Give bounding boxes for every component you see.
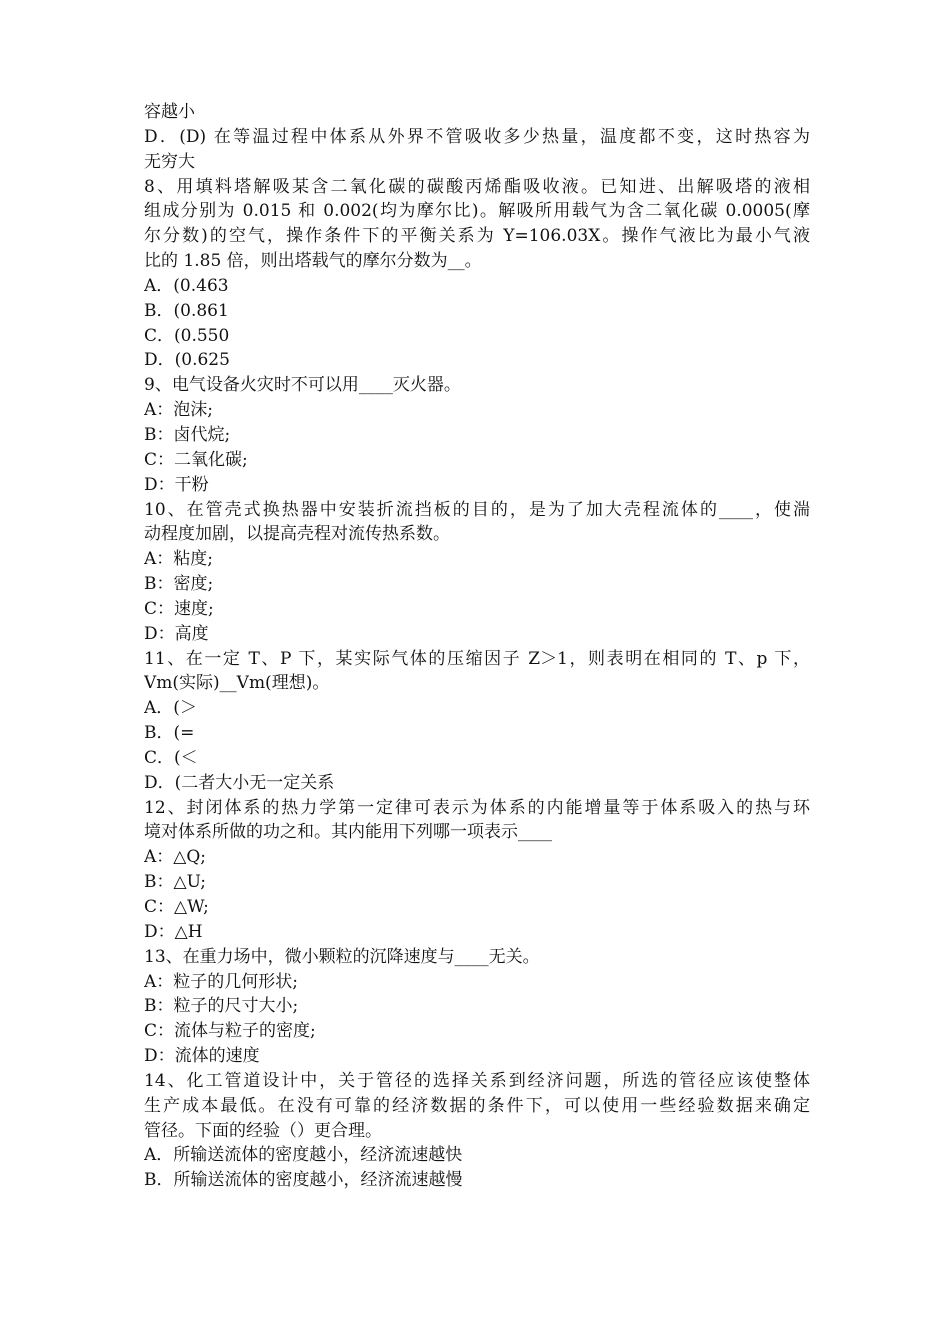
text-line: C：流体与粒子的密度; xyxy=(144,1021,316,1042)
text-line: C．(＜ xyxy=(144,747,198,768)
text-line: D．(0.625 xyxy=(144,350,230,371)
text-line: B：粒子的尺寸大小; xyxy=(144,996,299,1017)
document-body xyxy=(144,100,810,1193)
text-line: A：△Q; xyxy=(144,847,207,868)
text-line: C：△W; xyxy=(144,897,209,917)
text-line: 13、在重力场中，微小颗粒的沉降速度与____无关。 xyxy=(144,946,540,967)
text-line: C．(0.550 xyxy=(144,325,230,346)
text-line: A．所输送流体的密度越小，经济流速越快 xyxy=(144,1145,463,1166)
text-line: D．(二者大小无一定关系 xyxy=(144,772,335,793)
text-line: Vm(实际)__Vm(理想)。 xyxy=(144,673,330,694)
text-line: 9、电气设备火灾时不可以用____灭火器。 xyxy=(144,375,461,396)
text-line: B．(0.861 xyxy=(144,300,229,321)
text-line: D：流体的速度 xyxy=(144,1046,260,1067)
text-line: B．(= xyxy=(144,723,195,744)
text-line: 14、化工管道设计中，关于管径的选择关系到经济问题，所选的管径应该使整体 xyxy=(144,1070,810,1091)
text-line: 无穷大 xyxy=(144,151,195,172)
text-line: D：△H xyxy=(144,921,203,942)
text-line: B：卤代烷; xyxy=(144,424,231,445)
text-line: 10、在管壳式换热器中安装折流挡板的目的，是为了加大壳程流体的____，使湍 xyxy=(144,499,810,520)
text-line: 管径。下面的经验（）更合理。 xyxy=(144,1120,382,1141)
text-line: A：粘度; xyxy=(144,549,214,570)
text-line: 组成分别为 0.015 和 0.002(均为摩尔比)。解吸所用载气为含二氧化碳 0.0005(摩 xyxy=(144,201,810,222)
text-line: 动程度加剧，以提高壳程对流传热系数。 xyxy=(144,524,450,545)
text-line: 8、用填料塔解吸某含二氧化碳的碳酸丙烯酯吸收液。已知进、出解吸塔的液相 xyxy=(144,176,810,197)
text-line: 境对体系所做的功之和。其内能用下列哪一项表示____ xyxy=(144,822,552,843)
text-line: A．(＞ xyxy=(144,698,197,719)
text-line: A：泡沫; xyxy=(144,400,214,421)
text-line: 尔分数)的空气，操作条件下的平衡关系为 Y=106.03X。操作气液比为最小气液 xyxy=(144,226,810,247)
text-line: D．(D) 在等温过程中体系从外界不管吸收多少热量，温度都不变，这时热容为 xyxy=(144,126,810,147)
text-line: B．所输送流体的密度越小，经济流速越慢 xyxy=(144,1170,463,1191)
text-line: 比的 1.85 倍，则出塔载气的摩尔分数为__。 xyxy=(144,251,482,272)
text-line: A：粒子的几何形状; xyxy=(144,971,299,992)
text-line: A．(0.463 xyxy=(144,275,229,296)
text-line: 12、封闭体系的热力学第一定律可表示为体系的内能增量等于体系吸入的热与环 xyxy=(144,797,810,818)
text-line: D：干粉 xyxy=(144,474,209,495)
text-line: C：速度; xyxy=(144,598,214,619)
text-line: 生产成本最低。在没有可靠的经济数据的条件下，可以使用一些经验数据来确定 xyxy=(144,1095,810,1116)
text-line: B：密度; xyxy=(144,574,214,595)
text-line: D：高度 xyxy=(144,623,209,644)
text-line: 容越小 xyxy=(144,102,195,122)
text-line: B：△U; xyxy=(144,872,207,893)
text-line: 11、在一定 T、P 下，某实际气体的压缩因子 Z＞1，则表明在相同的 T、p 下， xyxy=(144,648,810,669)
text-line: C：二氧化碳; xyxy=(144,449,248,470)
